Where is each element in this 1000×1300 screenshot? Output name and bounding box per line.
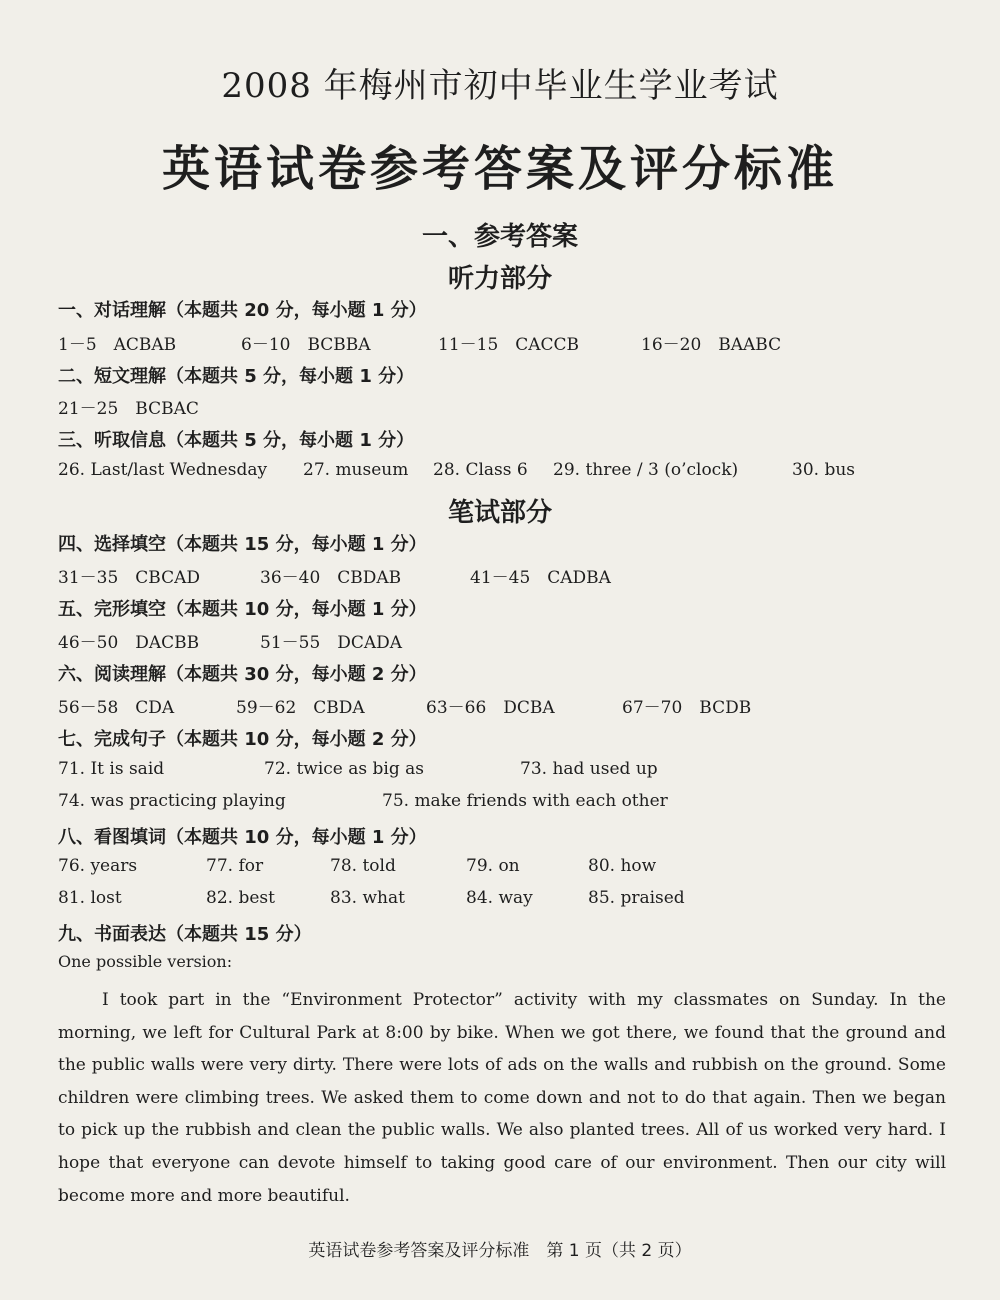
- answer-item: 83. what: [330, 888, 405, 908]
- answer-group: 46－50 DACBB: [58, 633, 200, 653]
- answer-item: 82. best: [206, 888, 275, 908]
- answer-item: 76. years: [58, 856, 138, 876]
- sample-essay: [58, 984, 946, 1212]
- answer-item: 73. had used up: [520, 759, 658, 779]
- section-3-title: 三、听取信息（本题共 5 分，每小题 1 分）: [58, 430, 415, 451]
- essay-paragraph: I took part in the “Environment Protector” activity with my classmates on Sunday. In the morning, we left for Cultural Park at 8:00 by bike. When we got there, we found that the ground and the public walls were very dirty. There were lots of ads on the walls and rubbish on the ground. Some children were climbing trees. We asked them to come down and not to do that again. Then we began to pick up the rubbish and clean the public walls. We also planted trees. All of us worked very hard. I hope that everyone can devote himself to taking good care of our environment. Then our city will become more and more beautiful.: [58, 990, 946, 1206]
- answer-item: 78. told: [330, 856, 396, 876]
- answer-group: 31－35 CBCAD: [58, 568, 200, 588]
- answer-group: 56－58 CDA: [58, 698, 175, 718]
- answer-item: 79. on: [466, 856, 520, 876]
- answer-group: 36－40 CBDAB: [260, 568, 402, 588]
- answer-item: 72. twice as big as: [264, 759, 424, 779]
- section-1-title: 一、对话理解（本题共 20 分，每小题 1 分）: [58, 300, 427, 321]
- part-heading: 一、参考答案: [421, 222, 578, 252]
- page-footer: 英语试卷参考答案及评分标准 第 1 页（共 2 页）: [308, 1241, 692, 1261]
- section-8-title: 八、看图填词（本题共 10 分，每小题 1 分）: [58, 827, 427, 848]
- answer-item: 77. for: [206, 856, 264, 876]
- answer-group: 67－70 BCDB: [622, 698, 752, 718]
- answer-group: 63－66 DCBA: [426, 698, 555, 718]
- section-2-title: 二、短文理解（本题共 5 分，每小题 1 分）: [58, 366, 415, 387]
- section-6-title: 六、阅读理解（本题共 30 分，每小题 2 分）: [58, 664, 427, 685]
- answer-item: 80. how: [588, 856, 657, 876]
- section-5-title: 五、完形填空（本题共 10 分，每小题 1 分）: [58, 599, 427, 620]
- exam-title: 2008 年梅州市初中毕业生学业考试: [221, 66, 779, 106]
- answer-group: 51－55 DCADA: [260, 633, 403, 653]
- section-4-title: 四、选择填空（本题共 15 分，每小题 1 分）: [58, 534, 427, 555]
- version-label: One possible version:: [58, 952, 233, 971]
- answer-group: 1－5 ACBAB: [58, 335, 177, 355]
- answer-item: 85. praised: [588, 888, 685, 908]
- answer-item: 81. lost: [58, 888, 122, 908]
- answer-group: 16－20 BAABC: [641, 335, 782, 355]
- answer-item: 75. make friends with each other: [382, 791, 668, 811]
- answer-group: 21－25 BCBAC: [58, 399, 199, 419]
- document-title: 英语试卷参考答案及评分标准: [161, 141, 838, 197]
- answer-item: 28. Class 6: [433, 460, 528, 480]
- answer-group: 6－10 BCBBA: [241, 335, 371, 355]
- writing-heading: 笔试部分: [447, 498, 552, 528]
- section-7-title: 七、完成句子（本题共 10 分，每小题 2 分）: [58, 729, 427, 750]
- answer-group: 41－45 CADBA: [470, 568, 611, 588]
- answer-item: 26. Last/last Wednesday: [58, 460, 268, 480]
- section-9-title: 九、书面表达（本题共 15 分）: [58, 924, 312, 945]
- answer-item: 30. bus: [792, 460, 855, 480]
- answer-item: 27. museum: [303, 460, 409, 480]
- answer-item: 71. It is said: [58, 759, 165, 779]
- answer-item: 84. way: [466, 888, 533, 908]
- answer-group: 11－15 CACCB: [438, 335, 580, 355]
- answer-group: 59－62 CBDA: [236, 698, 365, 718]
- listening-heading: 听力部分: [447, 264, 552, 294]
- answer-item: 29. three / 3 (o’clock): [553, 460, 739, 480]
- answer-item: 74. was practicing playing: [58, 791, 286, 811]
